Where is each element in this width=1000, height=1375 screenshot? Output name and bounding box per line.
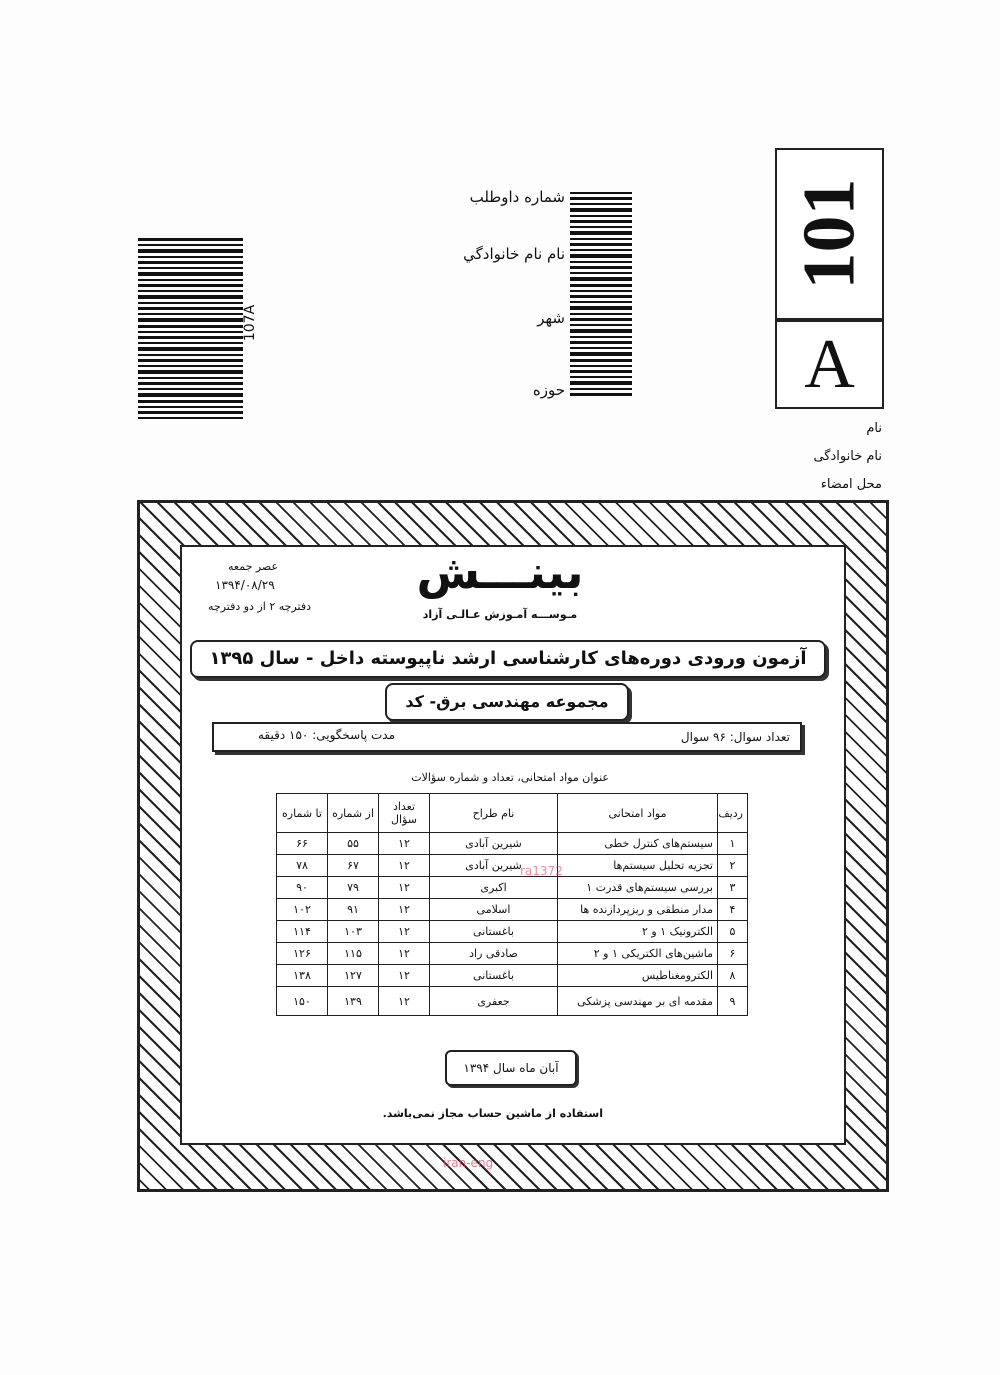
cell-row: ۸ [718,965,748,987]
cell-designer: باغستانی [430,921,558,943]
cell-count: ۱۲ [379,987,430,1016]
cell-row: ۳ [718,877,748,899]
watermark-stamp: ra1372 [520,864,563,878]
signature-last-name: نام خانوادگی [813,449,882,464]
cell-from: ۱۲۷ [328,965,379,987]
cell-subject: الکترومغناطیس [558,965,718,987]
cell-from: ۵۵ [328,833,379,855]
group-title: مجموعه مهندسی برق- کد [385,683,629,721]
session-label: عصر جمعه [228,560,279,573]
cell-row: ۴ [718,899,748,921]
cell-designer: شیرین آبادی [430,833,558,855]
booklet-letter-box [775,320,884,409]
answer-duration: مدت پاسخگویی: ۱۵۰ دقیقه [258,728,396,742]
cell-from: ۷۹ [328,877,379,899]
cell-count: ۱۲ [379,943,430,965]
cell-designer: جعفری [430,987,558,1016]
cell-designer: باغستانی [430,965,558,987]
cell-designer: شیرین آبادی [430,855,558,877]
table-header-row [277,794,748,833]
barcode-label: 107A [242,304,259,342]
table-row [277,855,748,877]
candidate-number-label: شماره داوطلب [469,188,565,206]
cell-designer: صادقی راد [430,943,558,965]
cell-to: ۷۸ [277,855,328,877]
cell-to: ۱۵۰ [277,987,328,1016]
table-row [277,921,748,943]
candidate-name-label: نام نام خانوادگي [463,245,565,263]
exam-title: آزمون ورودی دوره‌های کارشناسی ارشد ناپیوسته داخل - سال ۱۳۹۵ [190,640,826,678]
cell-row: ۲ [718,855,748,877]
cell-subject: سیستم‌های کنترل خطی [558,833,718,855]
cell-to: ۶۶ [277,833,328,855]
cell-designer: اکبری [430,877,558,899]
watermark-site: iran-eng [443,1156,494,1170]
booklet-note: دفترچه ۲ از دو دفترچه [208,600,311,613]
cell-row: ۹ [718,987,748,1016]
left-barcode [138,238,243,422]
cell-from: ۱۱۵ [328,943,379,965]
signature-first-name: نام [866,421,882,436]
institute-name: مـوســـه آمـوزش عـالـی آزاد [422,608,578,621]
test-code-box [775,148,884,320]
cell-count: ۱۲ [379,877,430,899]
header-subject: مواد امتحانی [558,794,718,833]
cell-count: ۱۲ [379,965,430,987]
cell-subject: مدار منطقی و ریزپردازنده ها [558,899,718,921]
cell-row: ۶ [718,943,748,965]
cell-to: ۱۳۸ [277,965,328,987]
cell-from: ۹۱ [328,899,379,921]
cell-from: ۶۷ [328,855,379,877]
table-row [277,943,748,965]
header-count: تعداد سؤال [379,794,430,833]
cell-designer: اسلامی [430,899,558,921]
cell-to: ۱۱۴ [277,921,328,943]
booklet-letter: A [804,326,855,403]
header-row-number: ردیف [718,794,748,833]
question-count: تعداد سوال: ۹۶ سوال [680,730,790,744]
cell-subject: بررسی سیستم‌های قدرت ۱ [558,877,718,899]
cell-subject: الکترونیک ۱ و ۲ [558,921,718,943]
cell-count: ۱۲ [379,899,430,921]
cell-row: ۵ [718,921,748,943]
candidate-city-label: شهر [537,309,565,327]
header-from: از شماره [328,794,379,833]
candidate-barcode [570,192,632,399]
cell-count: ۱۲ [379,855,430,877]
subjects-table [276,793,748,1016]
header-to: تا شماره [277,794,328,833]
cell-to: ۱۰۲ [277,899,328,921]
cell-row: ۱ [718,833,748,855]
info-bar [212,722,802,752]
cell-count: ۱۲ [379,921,430,943]
cell-from: ۱۳۹ [328,987,379,1016]
table-row [277,965,748,987]
cell-subject: ماشین‌های الکتریکی ۱ و ۲ [558,943,718,965]
table-caption: عنوان مواد امتحانی، تعداد و شماره سؤالات [411,771,609,784]
table-row [277,987,748,1016]
cell-to: ۹۰ [277,877,328,899]
table-row [277,899,748,921]
signature-place: محل امضاء [820,477,882,492]
institute-logo: بینـــش [416,545,584,599]
candidate-zone-label: حوزه [532,381,565,399]
table-row [277,833,748,855]
footer-date: آبان ماه سال ۱۳۹۴ [445,1050,577,1086]
table-row [277,877,748,899]
cell-count: ۱۲ [379,833,430,855]
cell-from: ۱۰۳ [328,921,379,943]
cell-to: ۱۲۶ [277,943,328,965]
exam-date: ۱۳۹۴/۰۸/۲۹ [215,578,275,592]
cell-subject: مقدمه ای بر مهندسی پزشکی [558,987,718,1016]
cell-subject: تجزیه تحلیل سیستم‌ها [558,855,718,877]
test-code: 101 [788,178,870,290]
header-designer: نام طراح [430,794,558,833]
calculator-note: استفاده از ماشین حساب مجاز نمی‌باشد. [382,1107,603,1120]
